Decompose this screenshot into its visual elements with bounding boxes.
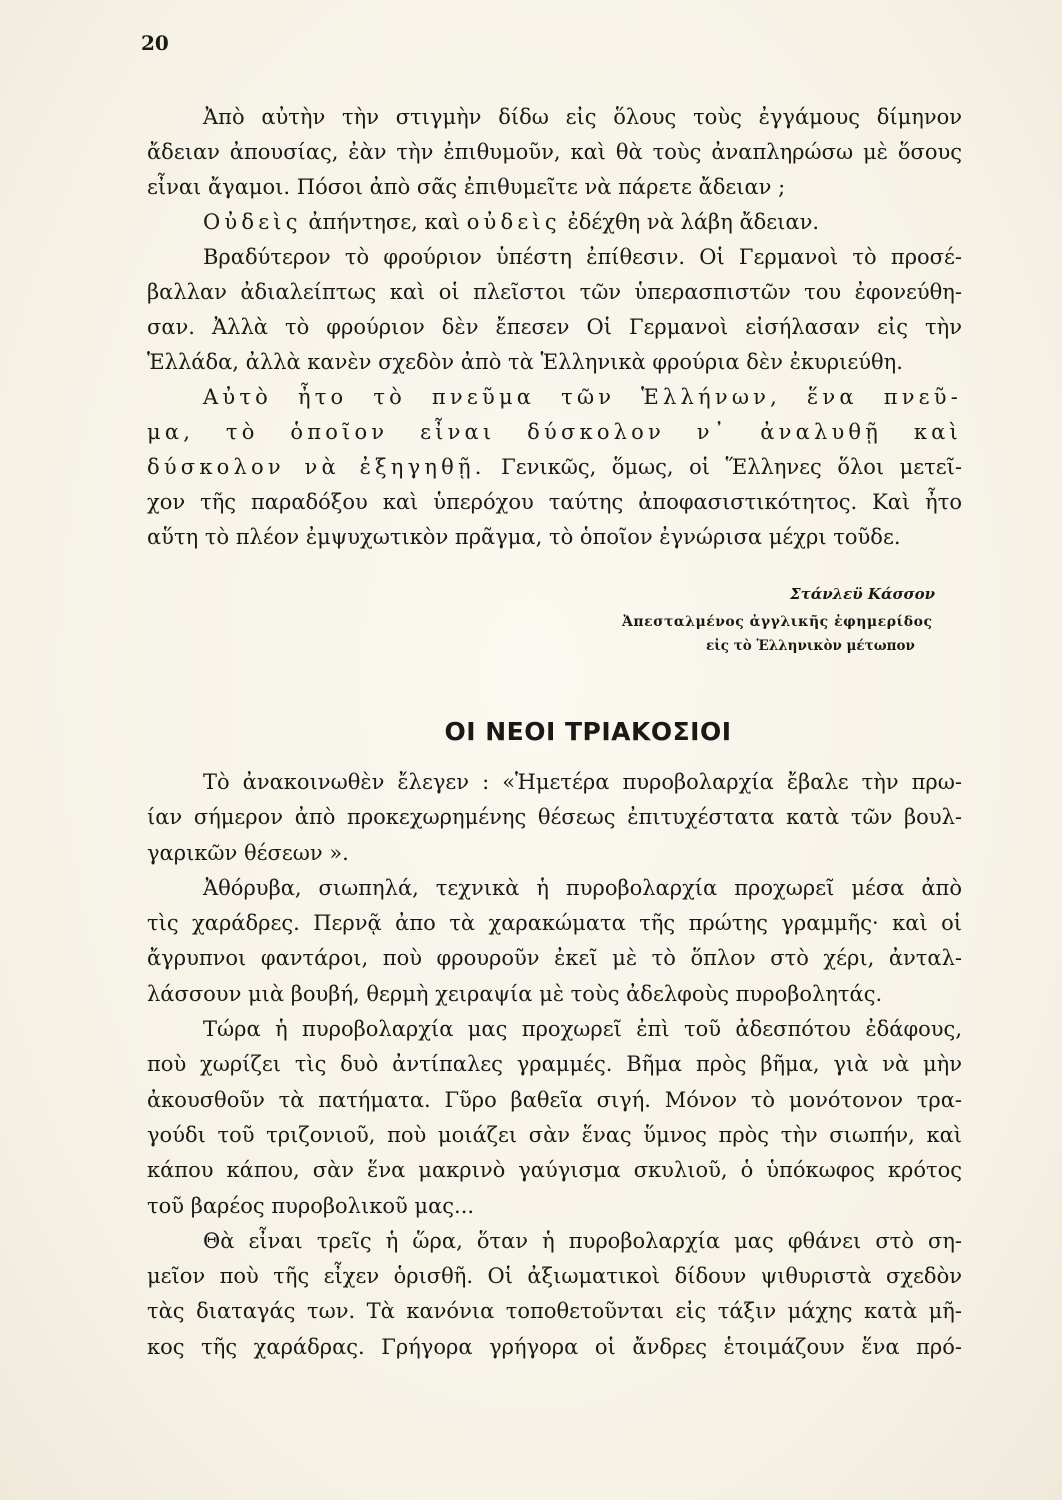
paragraph xyxy=(147,871,962,1012)
paragraph xyxy=(147,205,962,240)
text-line: Ἀθόρυβα, σιωπηλά, τεχνικὰ ἡ πυροβολαρχία προχωρεῖ μέσα ἀπὸ xyxy=(203,875,962,900)
text-line: κος τῆς χαράδρας. Γρήγορα γρήγορα οἱ ἄνδρες ἑτοιμάζουν ἕνα πρό- xyxy=(147,1334,962,1359)
text-line: γαρικῶν θέσεων ». xyxy=(147,840,349,865)
text-line: εἶναι ἄγαμοι. Πόσοι ἀπὸ σᾶς ἐπιθυμεῖτε νὰ πάρετε ἄδειαν ; xyxy=(147,175,786,199)
text-line: Τώρα ἡ πυροβολαρχία μας προχωρεῖ ἐπὶ τοῦ ἀδεσπότου ἐδάφους, xyxy=(203,1017,962,1042)
paragraph xyxy=(147,765,962,871)
text-line: ἄγρυπνοι φαντάροι, ποὺ φρουροῦν ἐκεῖ μὲ τὸ ὅπλον στὸ χέρι, ἀνταλ- xyxy=(147,946,962,971)
letterspaced-text: μα, τὸ ὁποῖον εἶναι δύσκολον ν᾿ ἀναλυθῇ καὶ xyxy=(147,420,962,444)
text-line: ίαν σήμερον ἀπὸ προκεχωρημένης θέσεως ἐπιτυχέστατα κατὰ τῶν βουλ- xyxy=(147,805,962,830)
letterspaced-text: οὐδεὶς xyxy=(466,210,561,234)
signature-location: εἰς τὸ Ἑλληνικὸν μέτωπον xyxy=(706,638,915,654)
text-line: χον τῆς παραδόξου καὶ ὑπερόχου ταύτης ἀποφασιστικότητος. Καὶ ἦτο xyxy=(147,490,962,514)
text-line: ἄδειαν ἀπουσίας, ἐὰν τὴν ἐπιθυμοῦν, καὶ θὰ τοὺς ἀναπληρώσω μὲ ὅσους xyxy=(147,140,962,164)
text-line xyxy=(147,205,962,240)
letter-text xyxy=(147,100,962,555)
article-text xyxy=(147,765,962,1365)
paragraph xyxy=(147,100,962,205)
section-heading: ΟΙ ΝΕΟΙ ΤΡΙΑΚΟΣΙΟΙ xyxy=(444,717,732,746)
text-line: τοῦ βαρέος πυροβολικοῦ μας... xyxy=(147,1193,475,1218)
text-line: τὶς χαράδρες. Περνᾷ ἀπο τὰ χαρακώματα τῆς πρώτης γραμμῆς· καὶ οἱ xyxy=(147,911,962,936)
text-line: ἀκουσθοῦν τὰ πατήματα. Γῦρο βαθεῖα σιγή. Μόνον τὸ μονότονον τρα- xyxy=(147,1087,962,1112)
text-line: αὕτη τὸ πλέον ἐμψυχωτικὸν πρᾶγμα, τὸ ὁποῖον ἐγνώρισα μέχρι τοῦδε. xyxy=(147,525,901,549)
text-line xyxy=(147,415,962,450)
letterspaced-text: δύσκολον νὰ ἐξηγηθῇ. xyxy=(147,455,486,479)
paragraph xyxy=(147,240,962,380)
text-line: βαλλαν ἀδιαλείπτως καὶ οἱ πλεῖστοι τῶν ὑπερασπιστῶν του ἐφονεύθη- xyxy=(147,280,962,304)
text-line: σαν. Ἀλλὰ τὸ φρούριον δὲν ἔπεσεν Οἱ Γερμανοὶ εἰσήλασαν εἰς τὴν xyxy=(147,315,962,339)
signature-name: Στάνλεϋ Κάσσον xyxy=(790,585,936,603)
paragraph xyxy=(147,1224,962,1365)
text-line: κάπου κάπου, σὰν ἕνα μακρινὸ γαύγισμα σκυλιοῦ, ὁ ὑπόκωφος κρότος xyxy=(147,1158,962,1183)
text-segment: Γενικῶς, ὅμως, οἱ Ἕλληνες ὅλοι μετεῖ- xyxy=(485,455,962,479)
text-line: μεῖον ποὺ τῆς εἶχεν ὁρισθῆ. Οἱ ἀξιωματικοὶ δίδουν ψιθυριστὰ σχεδὸν xyxy=(147,1264,962,1289)
text-line: Θὰ εἶναι τρεῖς ἡ ὥρα, ὅταν ἡ πυροβολαρχία μας φθάνει στὸ ση- xyxy=(203,1228,962,1253)
text-line: Ἑλλάδα, ἀλλὰ κανὲν σχεδὸν ἀπὸ τὰ Ἑλληνικὰ φρούρια δὲν ἐκυριεύθη. xyxy=(147,350,903,374)
text-line: ποὺ χωρίζει τὶς δυὸ ἀντίπαλες γραμμές. Βῆμα πρὸς βῆμα, γιὰ νὰ μὴν xyxy=(147,1052,962,1077)
text-line: τὰς διαταγάς των. Τὰ κανόνια τοποθετοῦνται εἰς τάξιν μάχης κατὰ μῆ- xyxy=(147,1299,962,1324)
text-segment: ἀπήντησε, καὶ xyxy=(301,210,467,234)
signature-role: Ἀπεσταλμένος ἀγγλικῆς ἐφημερίδος xyxy=(622,614,933,630)
paragraph xyxy=(147,380,962,555)
paragraph xyxy=(147,1012,962,1224)
text-line xyxy=(147,450,962,485)
letterspaced-text: Οὐδεὶς xyxy=(203,210,302,234)
text-line: Τὸ ἀνακοινωθὲν ἔλεγεν : «Ἡμετέρα πυροβολαρχία ἔβαλε τὴν πρω- xyxy=(203,770,962,794)
text-line xyxy=(147,380,962,415)
letterspaced-text: Αὐτὸ ἦτο τὸ πνεῦμα τῶν Ἑλλήνων, ἕνα πνεῦ- xyxy=(203,385,962,409)
text-line: λάσσουν μιὰ βουβή, θερμὴ χειραψία μὲ τοὺς ἀδελφοὺς πυροβολητάς. xyxy=(147,981,883,1006)
page-number: 20 xyxy=(141,31,169,55)
text-segment: ἐδέχθη νὰ λάβη ἄδειαν. xyxy=(560,210,820,234)
text-line: γούδι τοῦ τριζονιοῦ, ποὺ μοιάζει σὰν ἕνας ὕμνος πρὸς τὴν σιωπήν, καὶ xyxy=(147,1122,962,1147)
text-line: Ἀπὸ αὐτὴν τὴν στιγμὴν δίδω εἰς ὅλους τοὺς ἐγγάμους δίμηνον xyxy=(203,105,962,129)
text-line: Βραδύτερον τὸ φρούριον ὑπέστη ἐπίθεσιν. Οἱ Γερμανοὶ τὸ προσέ- xyxy=(203,245,962,269)
